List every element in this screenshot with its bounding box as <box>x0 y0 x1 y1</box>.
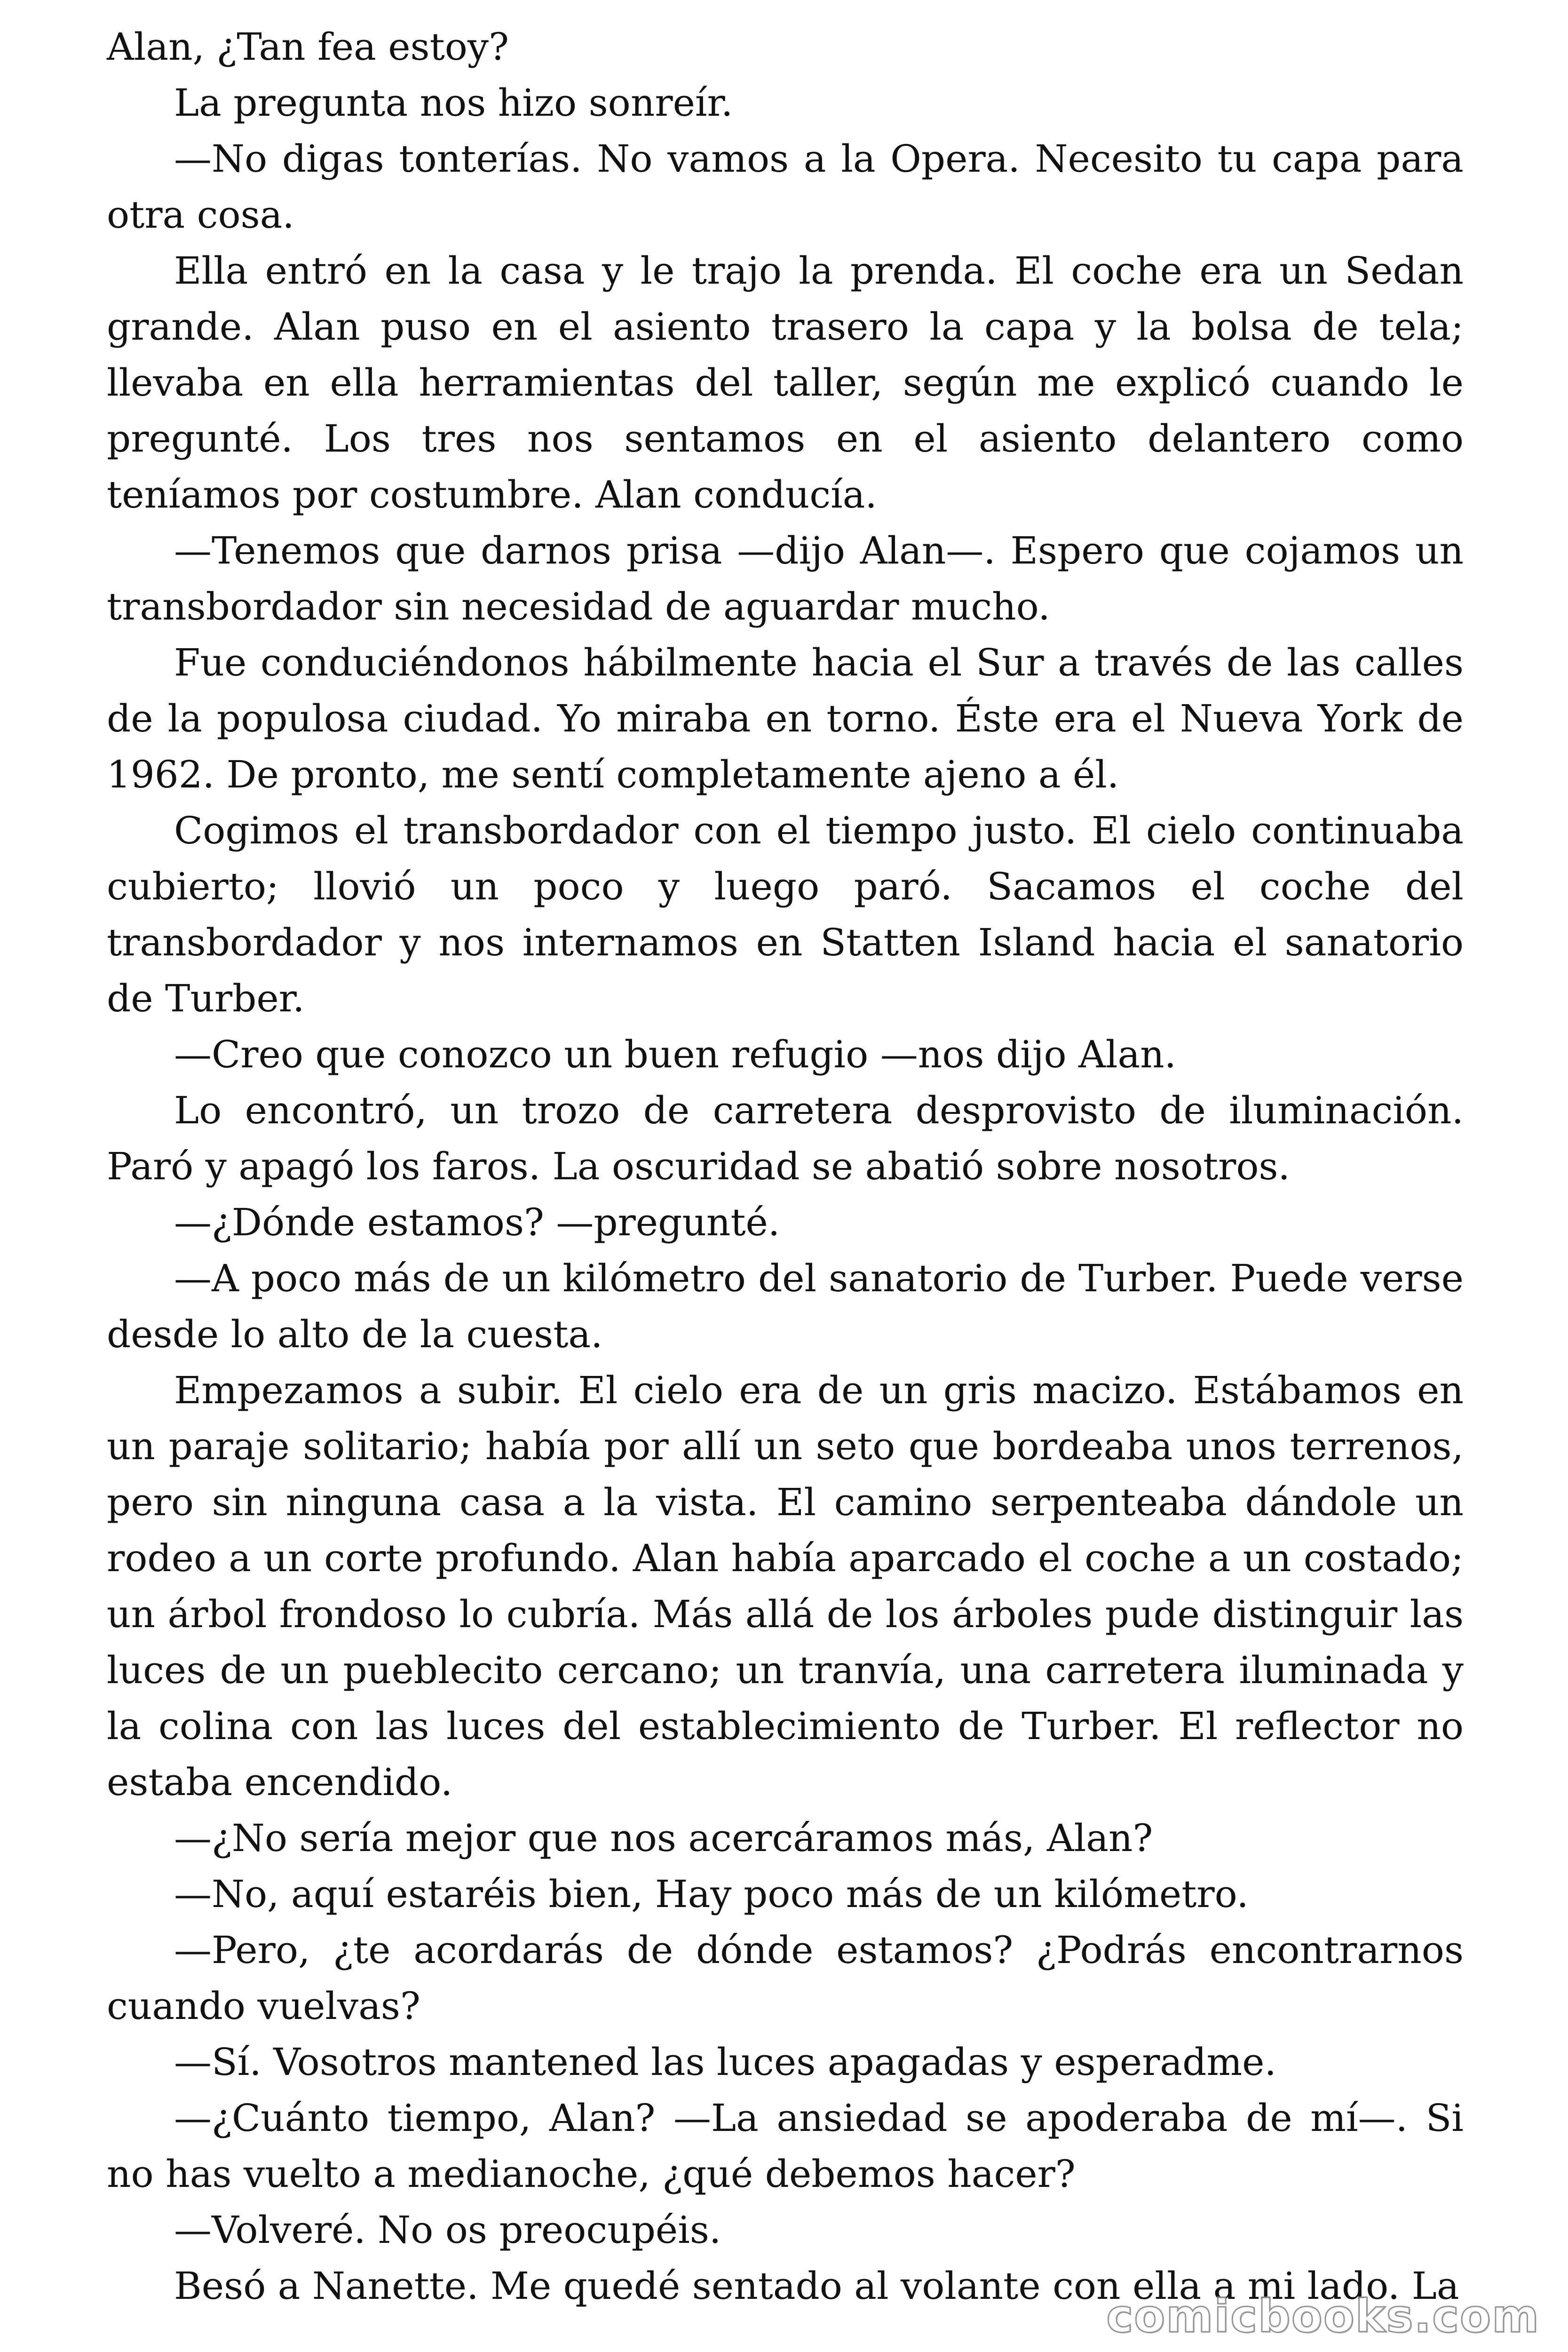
paragraph-4: Ella entró en la casa y le trajo la prenda. El coche era un Sedan grande. Alan puso en el asiento trasero la capa y la bolsa de tela; llevaba en ella herramientas del taller, según me explicó cuando le pregunté. Los tres nos sentamos en el asiento delantero como teníamos por costumbre. Alan conducía. <box>107 249 1464 516</box>
paragraph-6: Fue conduciéndonos hábilmente hacia el Sur a través de las calles de la populosa ciudad. Yo miraba en torno. Éste era el Nueva York de 1962. De pronto, me sentí completamente ajeno a él. <box>107 641 1464 796</box>
paragraph-10: —¿Dónde estamos? —pregunté. <box>174 1200 780 1244</box>
paragraph-9: Lo encontró, un trozo de carretera desprovisto de iluminación. Paró y apagó los faros. La oscuridad se abatió sobre nosotros. <box>107 1089 1464 1188</box>
paragraph-8: —Creo que conozco un buen refugio —nos dijo Alan. <box>174 1033 1177 1076</box>
paragraph-15: —Pero, ¿te acordarás de dónde estamos? ¿Podrás encontrarnos cuando vuelvas? <box>107 1928 1464 2028</box>
paragraph-3: —No digas tonterías. No vamos a la Opera. Necesito tu capa para otra cosa. <box>107 137 1464 237</box>
paragraph-14: —No, aquí estaréis bien, Hay poco más de un kilómetro. <box>174 1872 1249 1916</box>
paragraph-11: —A poco más de un kilómetro del sanatorio de Turber. Puede verse desde lo alto de la cuesta. <box>107 1256 1464 1356</box>
paragraph-12: Empezamos a subir. El cielo era de un gris macizo. Estábamos en un paraje solitario; había por allí un seto que bordeaba unos terrenos, pero sin ninguna casa a la vista. El camino serpenteaba dándole un rodeo a un corte profundo. Alan había aparcado el coche a un costado; un árbol frondoso lo cubría. Más allá de los árboles pude distinguir las luces de un pueblecito cercano; un tranvía, una carretera iluminada y la colina con las luces del establecimiento de Turber. El reflector no estaba encendido. <box>107 1368 1464 1804</box>
paragraph-5: —Tenemos que darnos prisa —dijo Alan—. Espero que cojamos un transbordador sin necesidad de aguardar mucho. <box>107 529 1464 628</box>
paragraph-17: —¿Cuánto tiempo, Alan? —La ansiedad se apoderaba de mí—. Si no has vuelto a medianoche, ¿qué debemos hacer? <box>107 2096 1464 2196</box>
paragraph-2: La pregunta nos hizo sonreír. <box>174 81 733 125</box>
site-watermark: comicbooks.com <box>1106 2290 1540 2343</box>
paragraph-13: —¿No sería mejor que nos acercáramos más, Alan? <box>174 1816 1153 1860</box>
paragraph-18: —Volveré. No os preocupéis. <box>174 2208 721 2252</box>
paragraph-7: Cogimos el transbordador con el tiempo justo. El cielo continuaba cubierto; llovió un poco y luego paró. Sacamos el coche del transbordador y nos internamos en Statten Island hacia el sanatorio de Turber. <box>107 809 1464 1020</box>
book-page-text <box>107 19 1464 2314</box>
paragraph-19: Besó a Nanette. Me quedé sentado al volante con ella a mi lado. La <box>174 2264 1459 2308</box>
paragraph-16: —Sí. Vosotros mantened las luces apagadas y esperadme. <box>174 2040 1276 2084</box>
paragraph-1: Alan, ¿Tan fea estoy? <box>107 25 509 69</box>
